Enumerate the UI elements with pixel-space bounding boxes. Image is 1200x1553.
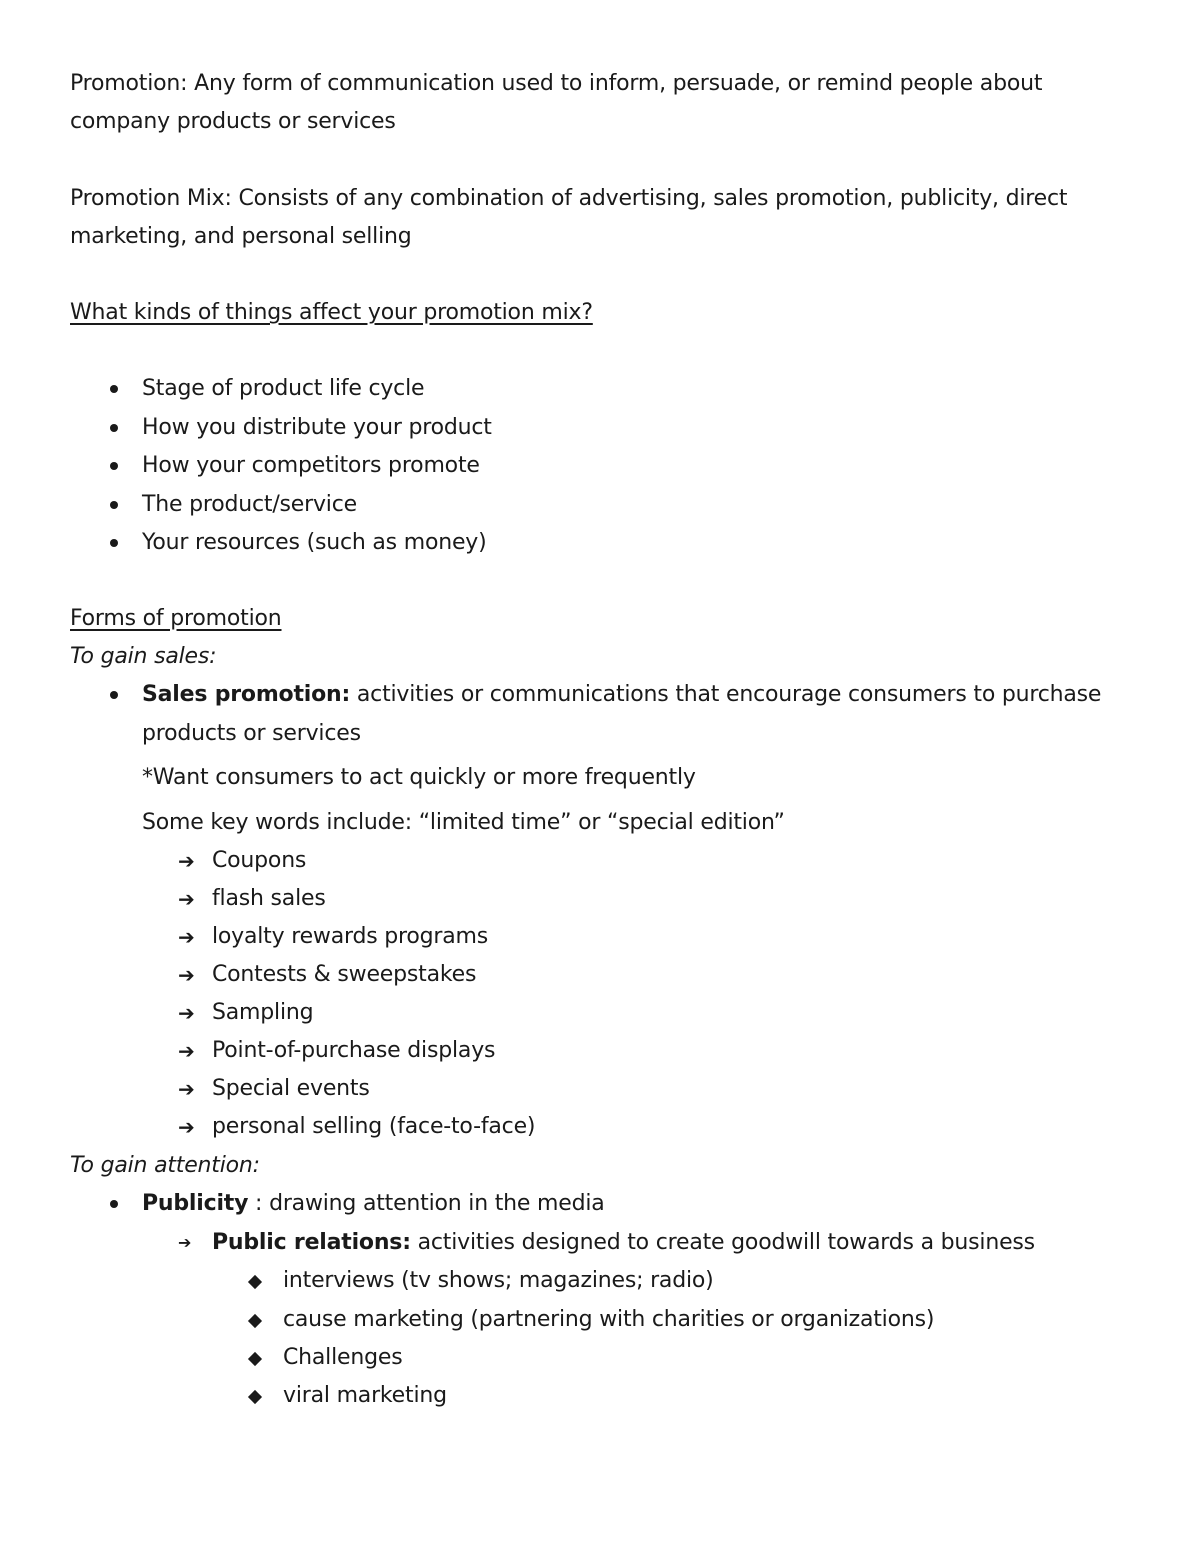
sales-promotion-line-2: products or services xyxy=(142,721,361,746)
bullet-icon xyxy=(110,462,118,470)
pr-item: cause marketing (partnering with charities or organizations) xyxy=(283,1307,935,1332)
gain-sales-label: To gain sales: xyxy=(70,644,217,669)
sales-item: Sampling xyxy=(212,1000,314,1025)
arrow-icon: ➔ xyxy=(178,1039,195,1063)
forms-heading: Forms of promotion xyxy=(70,606,282,631)
arrow-icon: ➔ xyxy=(178,1077,195,1101)
publicity-term: Publicity xyxy=(142,1191,249,1216)
diamond-bullet-icon xyxy=(248,1314,262,1328)
arrow-icon: ➔ xyxy=(178,849,195,873)
public-relations-line xyxy=(212,1229,1035,1257)
affect-item: The product/service xyxy=(142,492,357,517)
bullet-icon xyxy=(110,1200,118,1208)
sales-item: personal selling (face-to-face) xyxy=(212,1114,536,1139)
affect-heading: What kinds of things affect your promotion mix? xyxy=(70,300,593,325)
promotion-mix-definition-line-1: Promotion Mix: Consists of any combination of advertising, sales promotion, publicity, direct xyxy=(70,186,1068,211)
sales-item: Coupons xyxy=(212,848,307,873)
sales-promotion-keywords: Some key words include: “limited time” or “special edition” xyxy=(142,810,785,835)
publicity-line xyxy=(142,1190,605,1218)
gain-attention-label: To gain attention: xyxy=(70,1153,260,1178)
diamond-bullet-icon xyxy=(248,1352,262,1366)
bullet-icon xyxy=(110,691,118,699)
pr-item: viral marketing xyxy=(283,1383,447,1408)
arrow-icon: ➔ xyxy=(178,887,195,911)
pr-item: interviews (tv shows; magazines; radio) xyxy=(283,1268,714,1293)
sales-item: flash sales xyxy=(212,886,326,911)
promotion-definition-line-1: Promotion: Any form of communication used to inform, persuade, or remind people about xyxy=(70,71,1043,96)
arrow-icon: ➔ xyxy=(178,1233,192,1252)
affect-item: Stage of product life cycle xyxy=(142,376,425,401)
sales-promotion-term: Sales promotion: xyxy=(142,682,351,707)
public-relations-desc: activities designed to create goodwill towards a business xyxy=(410,1230,1035,1255)
publicity-desc: : drawing attention in the media xyxy=(248,1191,605,1216)
affect-item: How you distribute your product xyxy=(142,415,492,440)
arrow-icon: ➔ xyxy=(178,1001,195,1025)
sales-promotion-note: *Want consumers to act quickly or more frequently xyxy=(142,765,696,790)
diamond-bullet-icon xyxy=(248,1275,262,1289)
bullet-icon xyxy=(110,424,118,432)
bullet-icon xyxy=(110,385,118,393)
sales-item: Special events xyxy=(212,1076,370,1101)
pr-item: Challenges xyxy=(283,1345,403,1370)
public-relations-term: Public relations: xyxy=(212,1230,411,1255)
arrow-icon: ➔ xyxy=(178,925,195,949)
diamond-bullet-icon xyxy=(248,1390,262,1404)
sales-item: Point-of-purchase displays xyxy=(212,1038,496,1063)
arrow-icon: ➔ xyxy=(178,1115,195,1139)
promotion-definition-line-2: company products or services xyxy=(70,109,396,134)
sales-promotion-desc: activities or communications that encourage consumers to purchase xyxy=(350,682,1102,707)
sales-item: loyalty rewards programs xyxy=(212,924,489,949)
affect-item: Your resources (such as money) xyxy=(142,530,487,555)
affect-item: How your competitors promote xyxy=(142,453,480,478)
bullet-icon xyxy=(110,539,118,547)
bullet-icon xyxy=(110,501,118,509)
sales-promotion-line-1 xyxy=(142,681,1101,709)
promotion-mix-definition-line-2: marketing, and personal selling xyxy=(70,224,412,249)
sales-item: Contests & sweepstakes xyxy=(212,962,477,987)
arrow-icon: ➔ xyxy=(178,963,195,987)
